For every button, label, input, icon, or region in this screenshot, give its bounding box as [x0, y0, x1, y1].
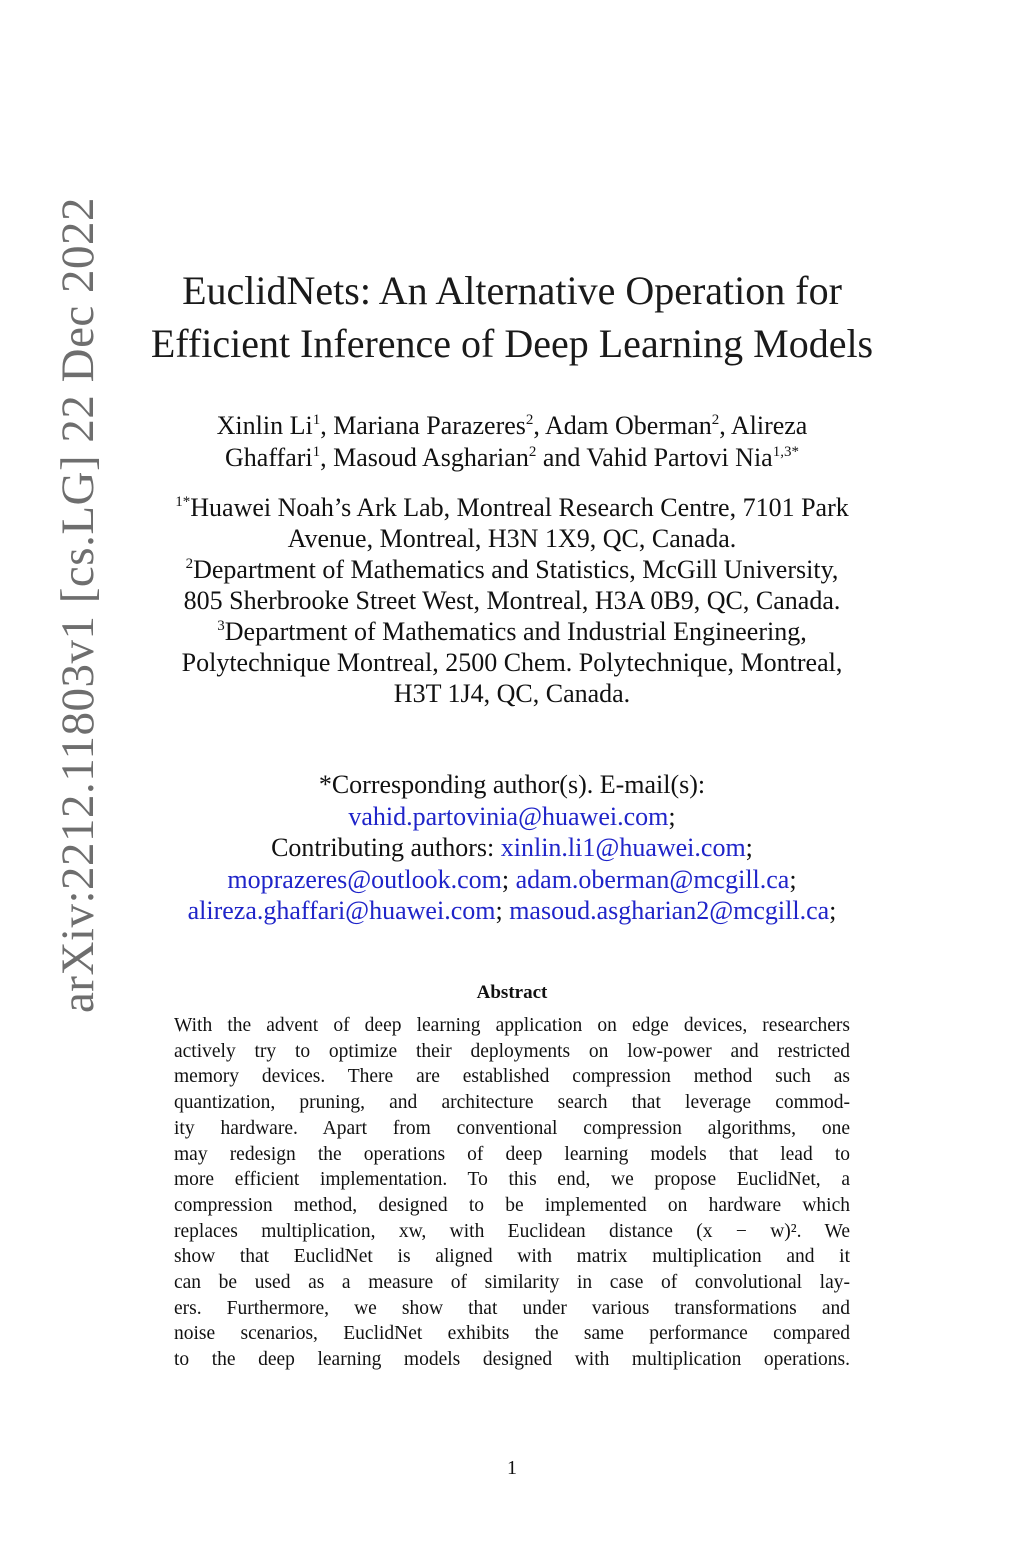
author-affiliation-mark: 2: [711, 412, 720, 428]
correspondence-block: [0, 769, 1024, 927]
affiliation-text: Huawei Noah’s Ark Lab, Montreal Research Centre, 7101 Park: [190, 493, 849, 522]
author-name-last-part: Ghaffari: [225, 443, 313, 472]
abstract-heading: Abstract: [476, 982, 548, 1003]
abstract-line: compression method, designed to be implemented on hardware which: [174, 1194, 850, 1216]
title-line-2: Efficient Inference of Deep Learning Models: [150, 321, 874, 366]
author-affiliation-mark: 1,3*: [772, 444, 799, 460]
abstract-line: ers. Furthermore, we show that under various transformations and: [174, 1297, 850, 1319]
contributing-line: Contributing authors: xinlin.li1@huawei.com;: [271, 833, 753, 862]
abstract-line: noise scenarios, EuclidNet exhibits the same performance compared: [174, 1323, 850, 1345]
affiliation-1-line-2: Avenue, Montreal, H3N 1X9, QC, Canada.: [287, 524, 737, 553]
affiliation-3-line-2: Polytechnique Montreal, 2500 Chem. Polytechnique, Montreal,: [181, 648, 843, 677]
corresponding-label: *Corresponding author(s). E-mail(s):: [318, 770, 706, 799]
affiliation-1-line-1: [0, 492, 1024, 523]
author-affiliation-mark: 1: [312, 412, 321, 428]
author-connector: and: [542, 443, 581, 472]
email-link[interactable]: vahid.partovinia@huawei.com: [348, 801, 669, 831]
author-affiliation-mark: 2: [528, 444, 537, 460]
page-number: 1: [507, 1457, 517, 1479]
arxiv-identifier-stamp: arXiv:2212.11803v1 [cs.LG] 22 Dec 2022: [52, 196, 104, 1014]
title-line-1: EuclidNets: An Alternative Operation for: [182, 268, 842, 313]
abstract-line: With the advent of deep learning application on edge devices, researchers: [174, 1015, 850, 1036]
email-link[interactable]: masoud.asgharian2@mcgill.ca: [509, 896, 830, 925]
abstract-line: replaces multiplication, xw, with Euclidean distance (x − w)². We: [174, 1220, 850, 1242]
affiliation-text: Department of Mathematics and Industrial Engineering,: [224, 617, 807, 646]
author-affiliation-mark: 2: [525, 412, 534, 428]
abstract-line: ity hardware. Apart from conventional compression algorithms, one: [174, 1117, 850, 1139]
abstract-line: can be used as a measure of similarity in case of convolutional lay-: [174, 1272, 850, 1294]
author-line-2: Ghaffari$^1$, Masoud Asgharian$^2$ and Vahid Partovi Nia$^{1,3*}$: [225, 443, 799, 472]
author-name-first-part: Alireza: [730, 411, 808, 440]
affiliation-2-line-2: 805 Sherbrooke Street West, Montreal, H3A 0B9, QC, Canada.: [183, 586, 841, 615]
author-affiliation-mark: 1: [312, 444, 321, 460]
affiliation-mark: 2: [185, 556, 194, 572]
affiliation-2-line-1: [0, 554, 1024, 585]
abstract-line: to the deep learning models designed with multiplication operations.: [174, 1349, 850, 1371]
affiliation-mark: 1*: [175, 494, 191, 510]
author-list: [0, 410, 1024, 474]
affiliations: [0, 492, 1024, 709]
author-name: Mariana Parazeres: [333, 411, 526, 440]
abstract-line: actively try to optimize their deployments on low-power and restricted: [174, 1040, 850, 1062]
email-link[interactable]: moprazeres@outlook.com: [227, 864, 502, 894]
affiliation-mark: 3: [217, 618, 225, 634]
affiliation-3-line-3: H3T 1J4, QC, Canada.: [393, 679, 631, 708]
contributing-label: Contributing authors:: [271, 833, 495, 862]
abstract-line: quantization, pruning, and architecture search that leverage commod-: [174, 1092, 850, 1114]
contributing-line: moprazeres@outlook.com; adam.oberman@mcgill.ca;: [227, 864, 797, 894]
author-name: Adam Oberman: [544, 411, 712, 440]
abstract-line: more efficient implementation. To this end, we propose EuclidNet, a: [174, 1169, 850, 1191]
email-link[interactable]: adam.oberman@mcgill.ca: [515, 864, 790, 894]
corresponding-email-line: vahid.partovinia@huawei.com;: [348, 801, 676, 831]
author-name: Masoud Asgharian: [333, 443, 529, 472]
author-line-1: Xinlin Li$^1$, Mariana Parazeres$^2$, Adam Oberman$^2$, Alireza: [216, 411, 808, 440]
abstract-body: [174, 1013, 850, 1373]
author-name: Vahid Partovi Nia: [586, 443, 773, 472]
email-link[interactable]: xinlin.li1@huawei.com: [500, 833, 746, 862]
abstract-line: memory devices. There are established compression method such as: [174, 1066, 850, 1088]
author-name: Xinlin Li: [216, 411, 313, 440]
affiliation-3-line-1: [0, 616, 1024, 647]
abstract-line: show that EuclidNet is aligned with matrix multiplication and it: [174, 1246, 850, 1268]
affiliation-text: Department of Mathematics and Statistics, McGill University,: [193, 555, 839, 584]
contributing-line: alireza.ghaffari@huawei.com; masoud.asgharian2@mcgill.ca;: [187, 896, 837, 925]
paper-title: [0, 264, 1024, 370]
email-link[interactable]: alireza.ghaffari@huawei.com: [187, 896, 496, 925]
abstract-line: may redesign the operations of deep learning models that lead to: [174, 1143, 850, 1165]
